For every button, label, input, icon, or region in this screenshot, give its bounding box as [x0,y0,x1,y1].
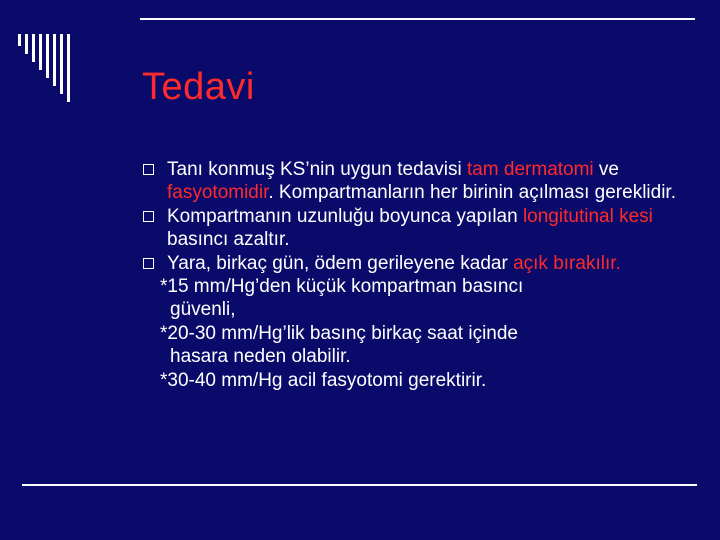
bullet-item [142,252,702,275]
deco-bar [46,34,49,78]
bullet-highlight: fasyotomidir [167,182,269,204]
slide-body [142,158,702,392]
bullet-text: ve [593,159,620,180]
note-text: *15 mm/Hg’den küçük kompartman basıncı [160,276,524,298]
bullet-text: Yara, birkaç gün, ödem gerileyene kadar [167,252,514,274]
deco-bar [39,34,42,70]
bottom-rule [22,484,697,486]
note-item [142,322,702,369]
note-text: *30-40 mm/Hg acil fasyotomi gerektirir. [160,369,487,391]
bullet-item [142,158,702,205]
slide-title: Tedavi [142,66,255,108]
note-text: *20-30 mm/Hg’lik basınç birkaç saat içinde [160,322,518,344]
note-item [142,369,702,392]
deco-bar [67,34,70,102]
bullet-highlight: açık bırakılır. [513,252,621,274]
top-rule [140,18,695,20]
deco-bar [18,34,21,46]
square-bullet-icon [143,211,154,222]
square-bullet-icon [143,164,154,175]
square-bullet-icon [143,258,154,269]
deco-bar [32,34,35,62]
bullet-text: . Kompartmanların her birinin açılması gereklidir. [268,182,676,204]
deco-bar [25,34,28,54]
bullet-text: basıncı azaltır. [167,229,290,251]
deco-bar [53,34,56,86]
note-continuation: hasara neden olabilir. [170,346,351,368]
bullet-item [142,205,702,252]
note-item [142,275,702,322]
bullet-highlight: tam dermatomi [466,159,594,180]
bullet-text: Tanı konmuş KS’nin uygun tedavisi [167,159,467,180]
deco-bar [60,34,63,94]
note-continuation: güvenli, [170,299,236,321]
bullet-highlight: longitutinal kesi [522,205,653,227]
bullet-text: Kompartmanın uzunluğu boyunca yapılan [167,205,523,227]
